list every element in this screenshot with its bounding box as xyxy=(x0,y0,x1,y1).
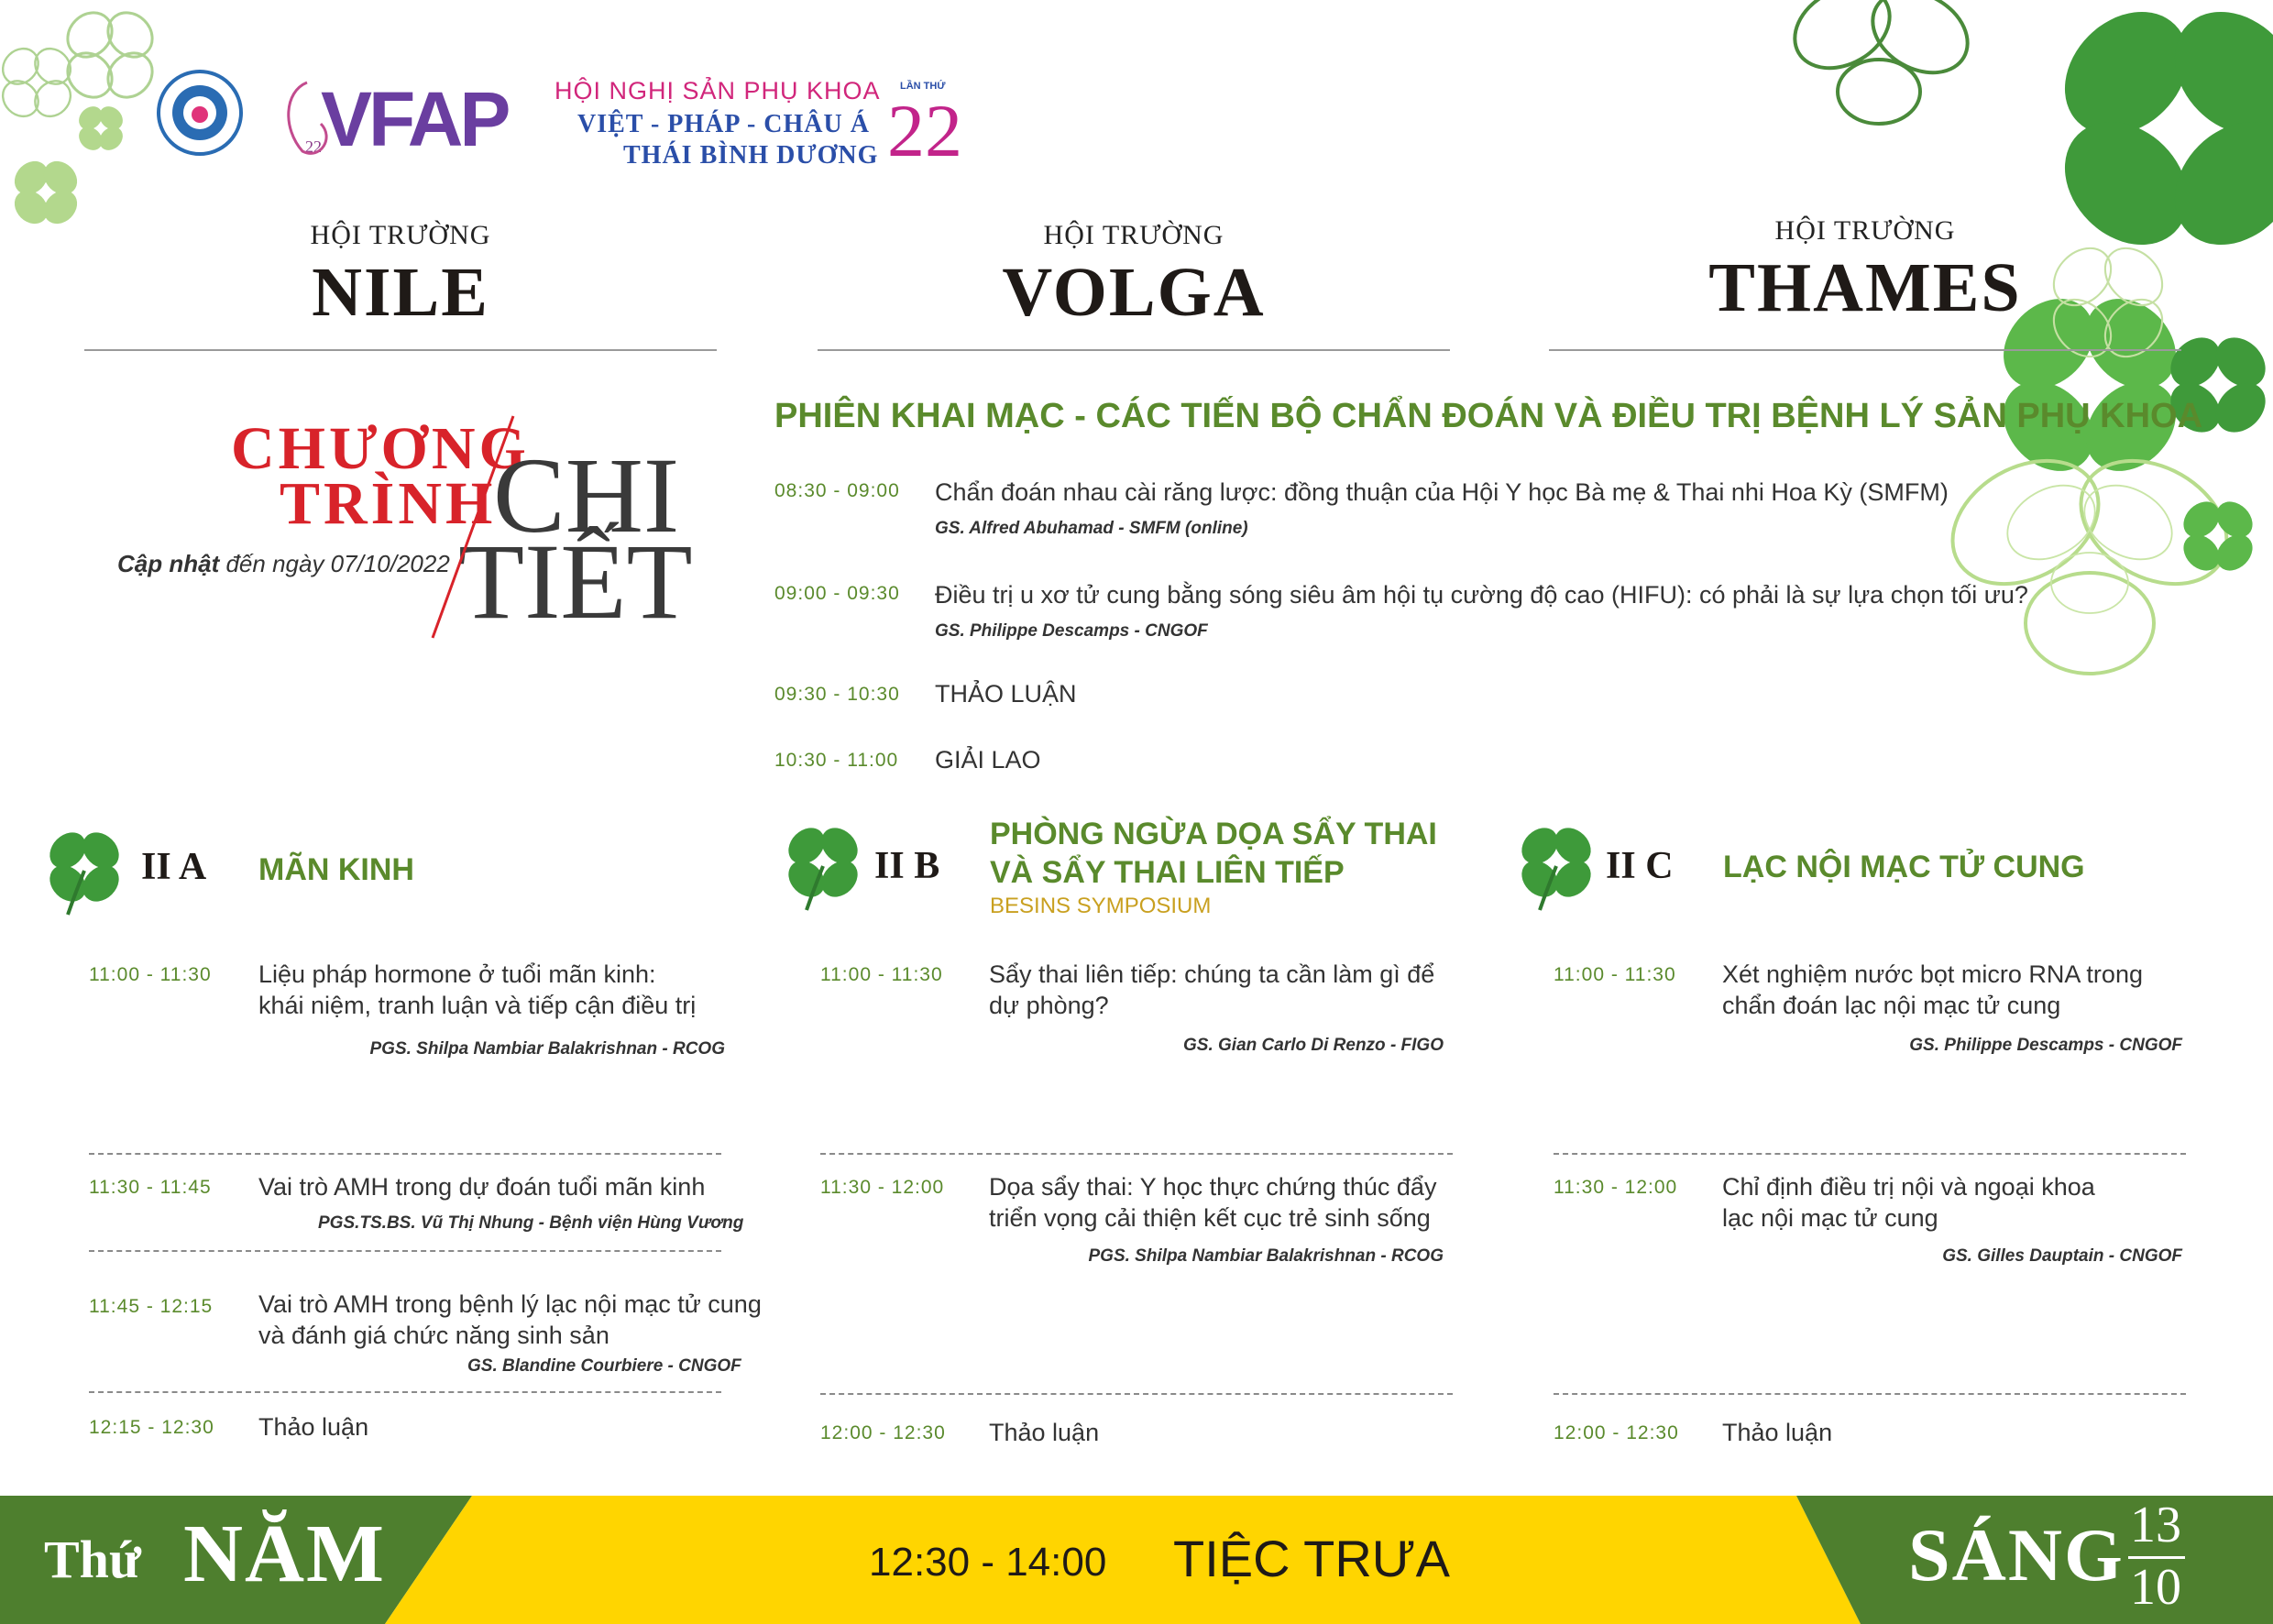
speaker: GS. Blandine Courbiere - CNGOF xyxy=(467,1356,741,1376)
session-2a-item xyxy=(89,1171,744,1245)
hall-name: VOLGA xyxy=(1002,254,1266,331)
talk-line1: Xét nghiệm nước bọt micro RNA trong xyxy=(1722,960,2143,988)
hall-nile xyxy=(84,220,717,351)
footer-day-small: Thứ xyxy=(44,1530,141,1589)
session-2c-item xyxy=(1554,1417,2186,1454)
clover-icon xyxy=(1510,820,1602,912)
time-slot: 11:30 - 12:00 xyxy=(820,1177,945,1198)
footer-day-big: NĂM xyxy=(183,1509,386,1599)
program-word-chuong: CHƯƠNG xyxy=(231,415,530,482)
session-code: II C xyxy=(1606,845,1674,887)
divider xyxy=(89,1391,721,1393)
conference-line1: HỘI NGHỊ SẢN PHỤ KHOA xyxy=(555,77,881,104)
edition-label: LẦN THỨ xyxy=(900,81,946,92)
lunch-label: TIỆC TRƯA xyxy=(1173,1530,1450,1587)
session-title: MÃN KINH xyxy=(258,852,414,887)
hall-divider xyxy=(818,349,1450,351)
speaker: PGS. Shilpa Nambiar Balakrishnan - RCOG xyxy=(1088,1246,1444,1266)
vfap-text: VFAP xyxy=(321,76,508,162)
talk-line2: khái niệm, tranh luận và tiếp cận điều trị xyxy=(258,992,697,1019)
session-2b-item xyxy=(820,959,1453,1069)
divider xyxy=(820,1393,1453,1395)
talk-line2: dự phòng? xyxy=(989,992,1109,1019)
divider xyxy=(820,1153,1453,1155)
edition-number: 22 xyxy=(887,89,962,172)
time-slot: 11:00 - 11:30 xyxy=(820,964,943,985)
session-sponsor: BESINS SYMPOSIUM xyxy=(990,894,1212,918)
talk-line1: Thảo luận xyxy=(989,1419,1100,1446)
time-slot: 11:00 - 11:30 xyxy=(89,964,212,985)
opening-session-title: PHIÊN KHAI MẠC - CÁC TIẾN BỘ CHẨN ĐOÁN VÀ ĐIỀU TRỊ BỆNH LÝ SẢN PHỤ KHOA xyxy=(774,397,2203,435)
session-title-line1: PHÒNG NGỪA DỌA SẨY THAI xyxy=(990,817,1437,851)
program-slash xyxy=(422,412,522,642)
speaker: GS. Philippe Descamps - CNGOF xyxy=(935,621,1208,641)
talk-line2: chẩn đoán lạc nội mạc tử cung xyxy=(1722,992,2061,1019)
time-slot: 10:30 - 11:00 xyxy=(774,750,899,771)
time-slot: 12:15 - 12:30 xyxy=(89,1417,214,1438)
hospital-logo xyxy=(156,69,244,157)
divider xyxy=(1554,1393,2186,1395)
time-slot: 09:30 - 10:30 xyxy=(774,684,900,705)
session-title-line2: VÀ SẨY THAI LIÊN TIẾP xyxy=(990,855,1345,890)
hall-divider xyxy=(84,349,717,351)
clover-icon xyxy=(38,825,130,916)
talk-line2: và đánh giá chức năng sinh sản xyxy=(258,1322,609,1349)
talk-line1: Vai trò AMH trong bệnh lý lạc nội mạc tử cung xyxy=(258,1290,762,1318)
hall-label: HỘI TRƯỜNG xyxy=(1774,215,1956,246)
talk-line1: Vai trò AMH trong dự đoán tuổi mãn kinh xyxy=(258,1173,706,1201)
time-slot: 12:00 - 12:30 xyxy=(1554,1422,1679,1443)
session-2c-item xyxy=(1554,1171,2186,1281)
talk-title: GIẢI LAO xyxy=(935,746,1041,774)
time-slot: 11:45 - 12:15 xyxy=(89,1296,214,1317)
session-2a-header xyxy=(38,825,726,926)
speaker: GS. Gilles Dauptain - CNGOF xyxy=(1942,1246,2182,1266)
talk-line1: Thảo luận xyxy=(258,1413,369,1441)
hall-divider xyxy=(1549,349,2181,351)
hall-label: HỘI TRƯỜNG xyxy=(310,220,491,250)
speaker: PGS. Shilpa Nambiar Balakrishnan - RCOG xyxy=(369,1039,725,1059)
talk-title: THẢO LUẬN xyxy=(935,680,1077,708)
time-slot: 09:00 - 09:30 xyxy=(774,583,900,604)
talk-line1: Sẩy thai liên tiếp: chúng ta cần làm gì để xyxy=(989,960,1435,988)
session-2b-item xyxy=(820,1171,1453,1281)
time-slot: 11:00 - 11:30 xyxy=(1554,964,1676,985)
clover-icon xyxy=(777,820,869,912)
footer-date-day: 13 xyxy=(2130,1497,2181,1553)
talk-title: Điều trị u xơ tử cung bằng sóng siêu âm hội tụ cường độ cao (HIFU): có phải là sự lựa chọn tối ưu? xyxy=(935,581,2028,609)
speaker: PGS.TS.BS. Vũ Thị Nhung - Bệnh viện Hùng Vương xyxy=(318,1213,744,1233)
vfap-logo xyxy=(275,73,508,165)
time-slot: 08:30 - 09:00 xyxy=(774,480,900,501)
talk-line2: triển vọng cải thiện kết cục trẻ sinh sống xyxy=(989,1204,1431,1232)
updated-label: Cập nhật xyxy=(117,550,220,577)
time-slot: 11:30 - 12:00 xyxy=(1554,1177,1678,1198)
conference-logo xyxy=(550,73,962,179)
time-slot: 12:00 - 12:30 xyxy=(820,1422,946,1443)
updated-note xyxy=(117,550,450,578)
footer-period: SÁNG xyxy=(1908,1513,2125,1597)
hall-name: NILE xyxy=(312,254,489,331)
program-word-tiet: TIẾT xyxy=(458,521,693,642)
updated-date: đến ngày 07/10/2022 xyxy=(225,550,450,577)
hall-name: THAMES xyxy=(1708,249,2022,326)
talk-line2: lạc nội mạc tử cung xyxy=(1722,1204,1938,1232)
talk-line1: Dọa sẩy thai: Y học thực chứng thúc đẩy xyxy=(989,1173,1437,1201)
speaker: GS. Philippe Descamps - CNGOF xyxy=(1909,1036,2182,1055)
hall-thames xyxy=(1549,215,2181,351)
hall-label: HỘI TRƯỜNG xyxy=(1043,220,1224,250)
conference-line3: THÁI BÌNH DƯƠNG xyxy=(623,141,879,170)
session-2a-item xyxy=(89,1411,730,1448)
session-2b-header xyxy=(777,817,1474,926)
talk-title: Chẩn đoán nhau cài răng lược: đồng thuận của Hội Y học Bà mẹ & Thai nhi Hoa Kỳ (SMFM) xyxy=(935,478,1949,506)
divider xyxy=(1554,1153,2186,1155)
program-title xyxy=(110,403,715,642)
speaker: GS. Gian Carlo Di Renzo - FIGO xyxy=(1183,1036,1444,1055)
session-2a-item xyxy=(89,959,730,1069)
session-title: LẠC NỘI MẠC TỬ CUNG xyxy=(1723,850,2085,884)
session-2c-header xyxy=(1510,820,2207,921)
talk-line1: Thảo luận xyxy=(1722,1419,1833,1446)
clover-decoration-right xyxy=(1705,0,2273,733)
talk-line1: Liệu pháp hormone ở tuổi mãn kinh: xyxy=(258,960,656,988)
speaker: GS. Alfred Abuhamad - SMFM (online) xyxy=(935,519,1248,538)
conference-line2: VIỆT - PHÁP - CHÂU Á xyxy=(577,110,870,138)
session-code: II B xyxy=(874,845,940,887)
vfap-number: 22 xyxy=(305,137,322,156)
program-word-trinh: TRÌNH xyxy=(280,470,497,537)
hall-volga xyxy=(818,220,1450,351)
divider xyxy=(89,1153,721,1155)
lunch-time: 12:30 - 14:00 xyxy=(869,1540,1107,1585)
session-2c-item xyxy=(1554,959,2186,1069)
session-2b-item xyxy=(820,1417,1453,1454)
time-slot: 11:30 - 11:45 xyxy=(89,1177,212,1198)
talk-line1: Chỉ định điều trị nội và ngoại khoa xyxy=(1722,1173,2095,1201)
footer-date-month: 10 xyxy=(2130,1559,2181,1616)
program-word-chi: CHI xyxy=(493,435,680,555)
session-2a-item xyxy=(89,1289,762,1380)
divider xyxy=(89,1250,721,1252)
session-code: II A xyxy=(141,846,207,888)
